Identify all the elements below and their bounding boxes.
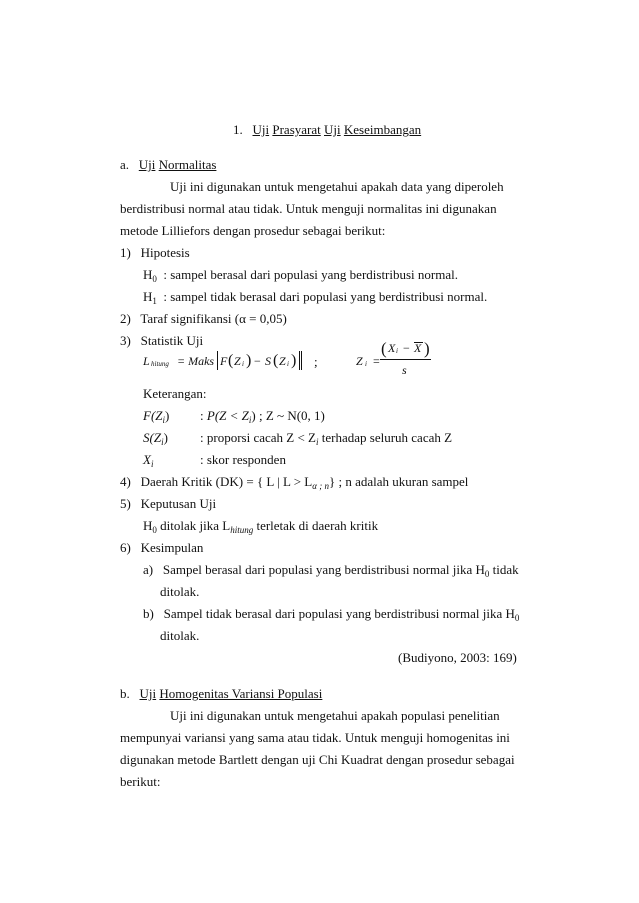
paragraph-line: Uji ini digunakan untuk mengetahui apakah populasi penelitian [170,708,500,723]
kesimpulan-item: b) Sampel tidak berasal dari populasi yang berdistribusi normal jika $H_0$ [143,606,520,623]
keterangan-row: $S(Z_i)$ [143,430,168,447]
kesimpulan-item-cont: ditolak. [160,628,200,643]
section-title: 1. Uji Prasyarat Uji Keseimbangan [233,122,422,137]
subsection-a-heading: a. Uji Normalitas [120,157,217,172]
keterangan-row: $X_i$ [143,452,154,469]
step-daerah-kritik: 4) Daerah Kritik (DK) = { L | $L > L_{\alpha ; n}$} ; n adalah ukuran sampel [120,474,469,491]
hypothesis-h0: $H_0$ : sampel berasal dari populasi yang berdistribusi normal. [143,267,458,284]
citation: (Budiyono, 2003: 169) [398,650,517,665]
formula-lhitung: L hitung = Maks F ( Z i ) − S ( Z i ) [143,354,333,370]
formula-separator: ; [314,354,318,369]
step-kesimpulan: 6) Kesimpulan [120,540,204,555]
paragraph-line: mempunyai variansi yang sama atau tidak. Untuk menguji homogenitas ini [120,730,510,745]
keterangan-desc: : proporsi cacah $Z < Z_i$ terhadap seluruh cacah Z [200,430,453,447]
keterangan-desc: : skor responden [200,452,286,467]
paragraph-line: berikut: [120,774,161,789]
paragraph-line: metode Lilliefors dengan prosedur sebagai berikut: [120,223,386,238]
paragraph-line: Uji ini digunakan untuk mengetahui apakah data yang diperoleh [170,179,504,194]
kesimpulan-item: a) Sampel berasal dari populasi yang berdistribusi normal jika $H_0$ tidak [143,562,519,579]
hypothesis-h1: $H_1$ : sampel tidak berasal dari populasi yang berdistribusi normal. [143,289,488,306]
step-hipotesis: 1) Hipotesis [120,245,190,260]
step-keputusan: 5) Keputusan Uji [120,496,217,511]
kesimpulan-item-cont: ditolak. [160,584,200,599]
paragraph-line: berdistribusi normal atau tidak. Untuk menguji normalitas ini digunakan [120,201,497,216]
keputusan-rule: $H_0$ ditolak jika $L_{hitung}$ terletak di daerah kritik [143,518,379,535]
keterangan-title: Keterangan: [143,386,207,401]
keterangan-desc: : $P(Z < Z_i)$ ; Z ~ N(0, 1) [200,408,325,425]
subsection-b-heading: b. Uji Homogenitas Variansi Populasi [120,686,323,701]
step-taraf: 2) Taraf signifikansi (α = 0,05) [120,311,287,326]
step-statistik: 3) Statistik Uji [120,333,204,348]
paragraph-line: digunakan metode Bartlett dengan uji Chi Kuadrat dengan prosedur sebagai [120,752,515,767]
keterangan-row: $F(Z_i)$ [143,408,170,425]
formula-zi: Z i = ( X i − X ) s [356,339,430,377]
